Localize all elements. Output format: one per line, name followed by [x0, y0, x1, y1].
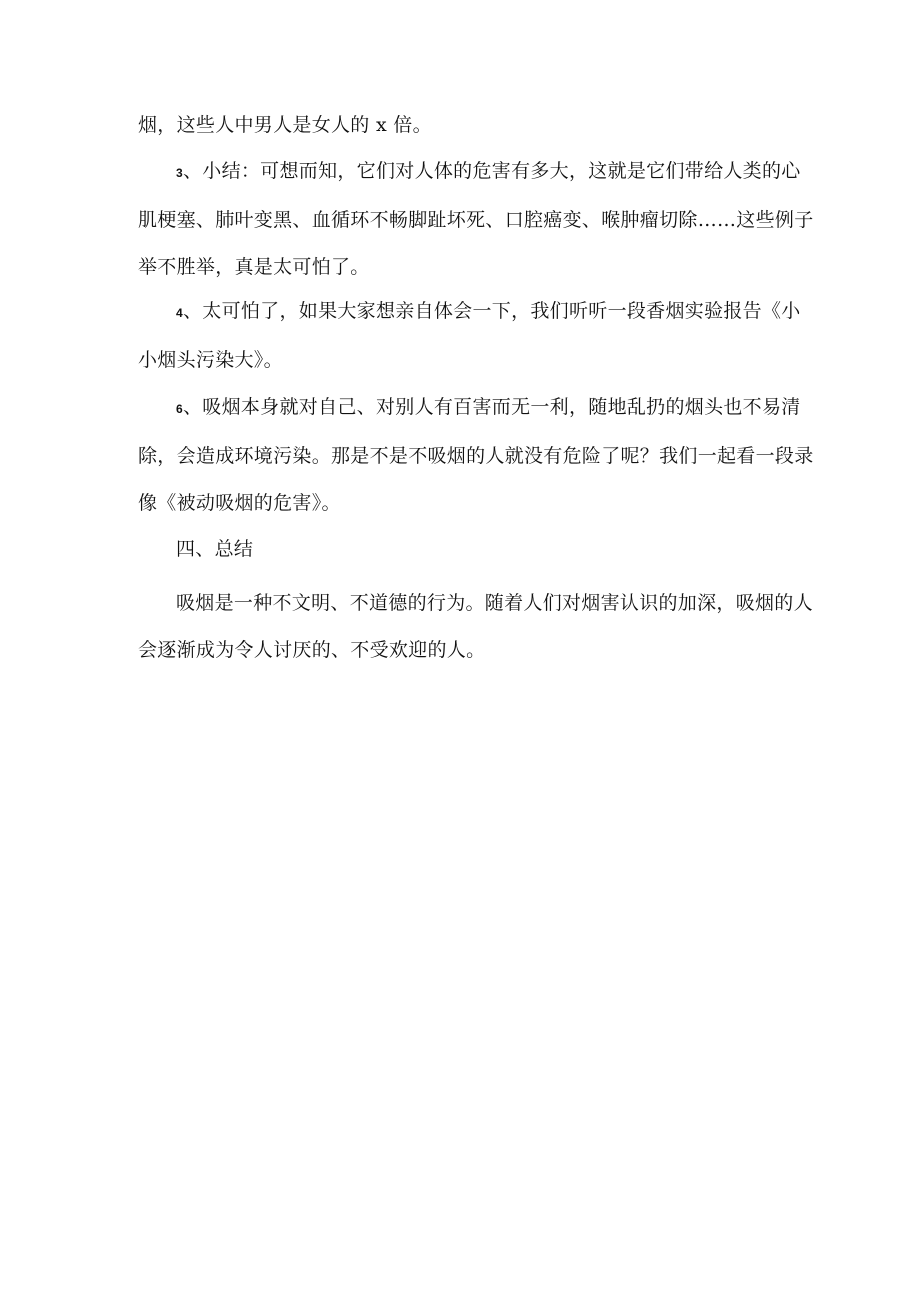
text-line: 像《被动吸烟的危害》。 — [138, 492, 341, 514]
paragraph-continuation — [138, 102, 788, 149]
text-line: 吸烟是一种不文明、不道德的行为。随着人们对烟害认识的加深，吸烟的人 — [176, 592, 813, 614]
text-line — [138, 384, 801, 433]
text-line — [138, 288, 801, 337]
text-line-content: 、太可怕了，如果大家想亲自体会一下，我们听听一段香烟实验报告《小 — [182, 300, 801, 322]
item-number: 6 — [176, 402, 183, 416]
text-line — [138, 148, 801, 197]
item-number: 4 — [176, 306, 183, 320]
paragraph-summary — [138, 580, 813, 674]
section-heading-summary — [138, 526, 788, 573]
text-line-content: 、小结：可想而知，它们对人体的危害有多大，这就是它们带给人类的心 — [182, 160, 801, 182]
text-line: 除，会造成环境污染。那是不是不吸烟的人就没有危险了呢？我们一起看一段录 — [138, 445, 814, 467]
heading-text: 四、总结 — [176, 538, 254, 560]
text-line: 会逐渐成为令人讨厌的、不受欢迎的人。 — [138, 639, 486, 661]
paragraph-item-3 — [138, 148, 814, 291]
text-line-content: 、吸烟本身就对自己、对别人有百害而无一利，随地乱扔的烟头也不易清 — [182, 396, 801, 418]
item-number: 3 — [176, 166, 183, 180]
paragraph-item-4 — [138, 288, 801, 384]
text-line: 举不胜举，真是太可怕了。 — [138, 256, 370, 278]
paragraph-item-6 — [138, 384, 814, 527]
text-line: 烟，这些人中男人是女人的 x 倍。 — [138, 114, 432, 136]
text-line: 肌梗塞、肺叶变黑、血循环不畅脚趾坏死、口腔癌变、喉肿瘤切除……这些例子 — [138, 209, 814, 231]
text-line: 小烟头污染大》。 — [138, 349, 283, 371]
